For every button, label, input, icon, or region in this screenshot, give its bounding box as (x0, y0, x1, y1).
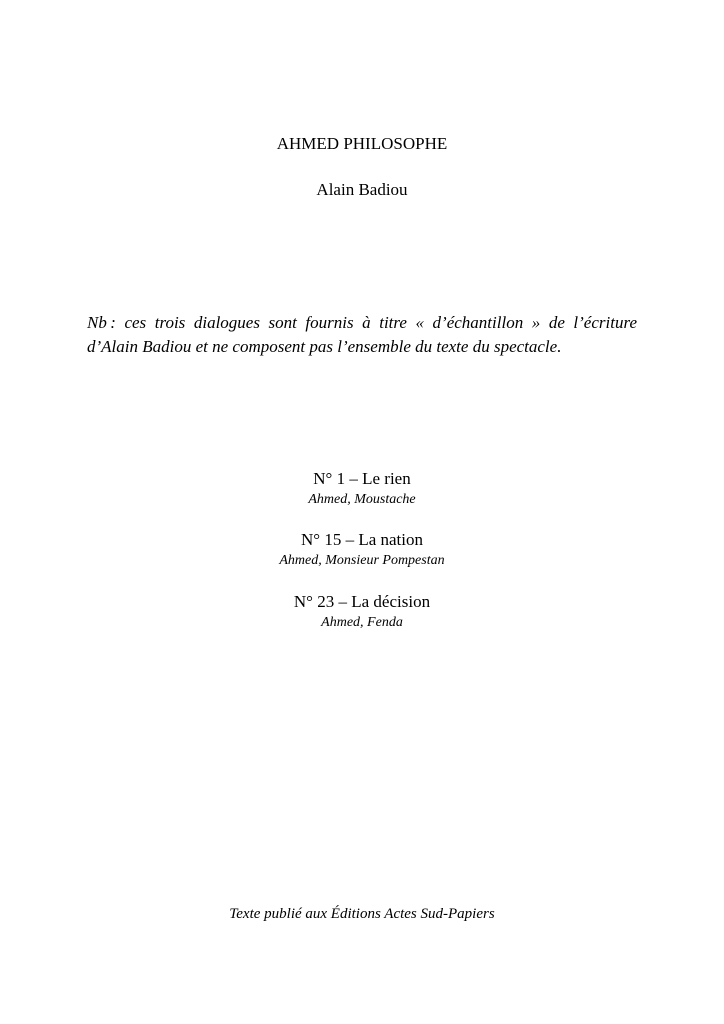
episode-title: N° 15 – La nation (301, 530, 423, 549)
episode-title: N° 1 – Le rien (313, 469, 411, 488)
episode-characters: Ahmed, Fenda (321, 615, 403, 630)
episode-characters: Ahmed, Monsieur Pompestan (279, 553, 445, 568)
document-title: AHMED PHILOSOPHE (276, 134, 448, 153)
episode-characters: Ahmed, Moustache (308, 492, 416, 507)
episode-entry (0, 530, 724, 569)
editorial-note-text: Nb : ces trois dialogues sont fournis à titre « d’échantillon » de l’écriture d’Alain Badiou et ne composent pas l’ensemble du texte du spectacle. (87, 313, 637, 356)
publisher-footer: Texte publié aux Éditions Actes Sud-Papiers (229, 906, 495, 922)
editorial-note (87, 311, 637, 358)
episode-title: N° 23 – La décision (293, 592, 431, 611)
author-name: Alain Badiou (316, 180, 408, 199)
episode-entry (0, 469, 724, 508)
episode-entry (0, 592, 724, 631)
